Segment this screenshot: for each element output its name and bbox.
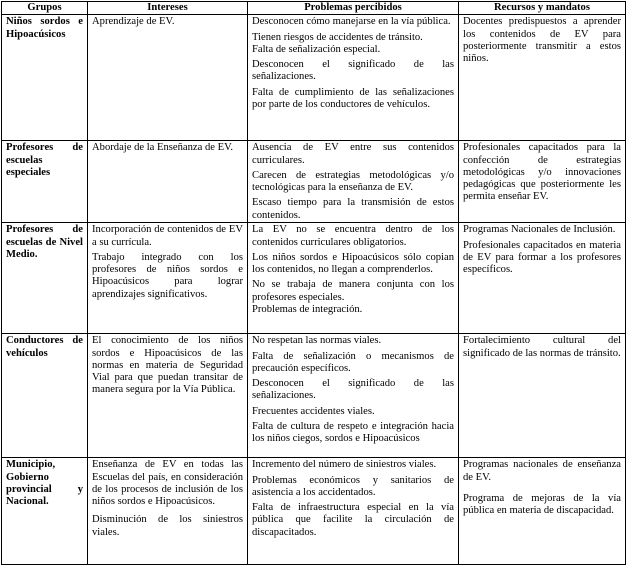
recursos-item: Programas nacionales de enseñanza de EV.	[463, 459, 621, 483]
header-row	[2, 2, 626, 15]
problemas-item: Falta de cultura de respeto e integración hacia los niños ciegos, sordos e Hipoacúsicos	[252, 421, 454, 445]
table-row	[2, 15, 626, 141]
problemas-item: No se trabaja de manera conjunta con los profesores especiales.	[252, 279, 454, 303]
grupo-cell: Profesores de escuelas especiales	[2, 141, 88, 223]
problemas-item: Falta de señalización o mecanismos de precaución específicos.	[252, 350, 454, 374]
intereses-cell	[88, 334, 248, 458]
problemas-item: Desconocen cómo manejarse en la vía pública.	[252, 16, 451, 28]
recursos-item: Programa de mejoras de la vía pública en materia de discapacidad.	[463, 492, 621, 517]
problemas-item: Problemas económicos y sanitarios de asistencia a los accidentados.	[252, 474, 454, 498]
stakeholder-matrix-table	[1, 1, 626, 565]
intereses-item: El conocimiento de los niños sordos e Hipoacúsicos de las normas en materia de Seguridad Vial para que puedan transitar de manera segura por la Vía Pública.	[92, 335, 243, 396]
intereses-cell	[88, 15, 248, 141]
header-intereses: Intereses	[88, 2, 248, 15]
intereses-cell	[88, 223, 248, 334]
table-row	[2, 458, 626, 565]
grupo-cell: Niños sordos e Hipoacúsicos	[2, 15, 88, 141]
problemas-item: Desconocen el significado de las señalizaciones.	[252, 378, 454, 402]
grupo-cell: Profesores de escuelas de Nivel Medio.	[2, 223, 88, 334]
problemas-cell	[248, 458, 459, 565]
grupo-cell: Conductores de vehículos	[2, 334, 88, 458]
recursos-cell	[459, 15, 626, 141]
recursos-cell	[459, 141, 626, 223]
problemas-item: Escaso tiempo para la transmisión de estos contenidos.	[252, 197, 454, 221]
intereses-cell	[88, 141, 248, 223]
problemas-item: La EV no se encuentra dentro de los contenidos curriculares obligatorios.	[252, 224, 454, 248]
problemas-item: Falta de infraestructura especial en la vía pública que facilite la circulación de discapacitados.	[252, 502, 454, 538]
problemas-item: Tienen riesgos de accidentes de tránsito.	[252, 31, 423, 43]
problemas-item: Los niños sordos e Hipoacúsicos sólo copian los contenidos, no llegan a comprenderlos.	[252, 251, 454, 276]
problemas-item: Carecen de estrategias metodológicas y/o tecnológicas para la enseñanza de EV.	[252, 169, 454, 194]
intereses-cell	[88, 458, 248, 565]
problemas-item: Problemas de integración.	[252, 304, 363, 316]
recursos-item: Profesionales capacitados en materia de EV para formar a los profesores específicos.	[463, 239, 621, 276]
recursos-cell	[459, 458, 626, 565]
problemas-cell	[248, 15, 459, 141]
intereses-item: Incorporación de contenidos de EV a su currícula.	[92, 224, 243, 248]
recursos-cell	[459, 223, 626, 334]
header-grupos: Grupos	[2, 2, 88, 15]
header-problemas: Problemas percibidos	[248, 2, 459, 15]
intereses-item: Disminución de los siniestros viales.	[92, 514, 243, 538]
problemas-item: Falta de cumplimiento de las señalizaciones por parte de los conductores de vehículos.	[252, 86, 454, 111]
table-row	[2, 223, 626, 334]
table-row	[2, 141, 626, 223]
intereses-item: Trabajo integrado con los profesores de niños sordos e Hipoacúsicos para lograr aprendizajes significativos.	[92, 251, 243, 300]
problemas-cell	[248, 223, 459, 334]
problemas-item: Falta de señalización especial.	[252, 43, 381, 55]
header-recursos: Recursos y mandatos	[459, 2, 626, 15]
problemas-cell	[248, 334, 459, 458]
intereses-item: Enseñanza de EV en todas las Escuelas del país, en consideración de los procesos de inclusión de los niños sordos e Hipoacúsicos.	[92, 459, 243, 508]
intereses-item: Abordaje de la Enseñanza de EV.	[92, 142, 233, 154]
recursos-item: Fortalecimiento cultural del significado de las normas de tránsito.	[463, 335, 621, 359]
problemas-item: Ausencia de EV entre sus contenidos curriculares.	[252, 142, 454, 166]
problemas-item: Desconocen el significado de las señalizaciones.	[252, 59, 454, 83]
recursos-item: Docentes predispuestos a aprender los contenidos de EV para posteriormente transmitir a estos niños.	[463, 16, 621, 65]
problemas-cell	[248, 141, 459, 223]
intereses-item: Aprendizaje de EV.	[92, 16, 175, 28]
problemas-item: Frecuentes accidentes viales.	[252, 405, 375, 417]
problemas-item: No respetan las normas viales.	[252, 335, 382, 347]
recursos-item: Programas Nacionales de Inclusión.	[463, 224, 616, 236]
recursos-item: Profesionales capacitados para la confección de estrategias metodológicas y/o innovaciones pedagógicas que posteriormente les permita enseñar EV.	[463, 142, 621, 203]
grupo-cell: Municipio, Gobierno provincial y Nacional.	[2, 458, 88, 565]
recursos-cell	[459, 334, 626, 458]
table-row	[2, 334, 626, 458]
problemas-item: Incremento del número de siniestros viales.	[252, 459, 437, 471]
